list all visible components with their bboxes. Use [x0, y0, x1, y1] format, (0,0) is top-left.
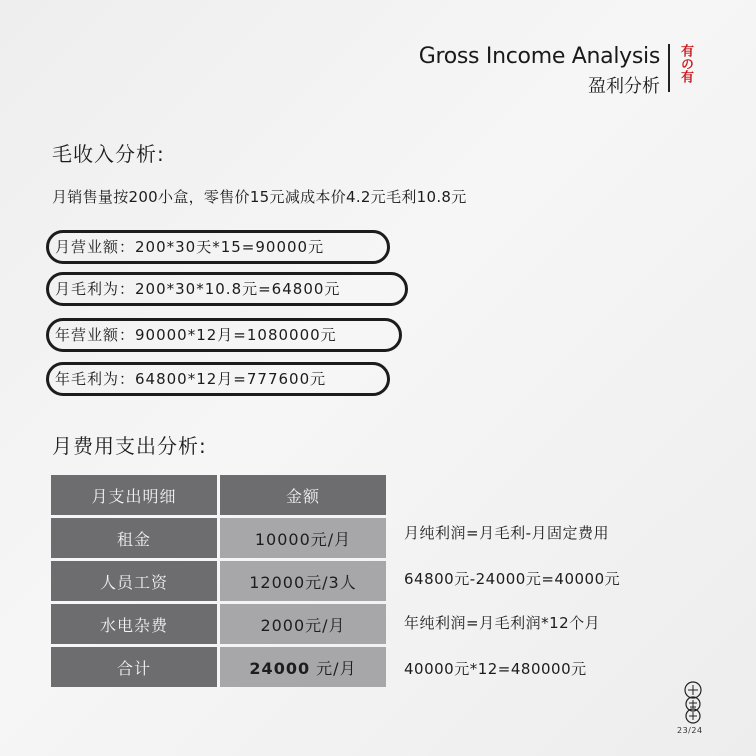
total-unit: 元/月 [310, 658, 357, 678]
table-total-amount [220, 647, 386, 687]
annual-net-profit-calculation: 40000元*12=480000元 [404, 660, 587, 678]
table-header-row [51, 475, 386, 515]
table-row [51, 518, 386, 558]
annual-gross-profit-pill: 年毛利为：64800*12月=777600元 [46, 362, 390, 396]
expenses-heading: 月费用支出分析: [52, 434, 207, 458]
total-number: 24000 [249, 658, 311, 678]
table-total-row [51, 647, 386, 687]
table-cell-item: 水电杂费 [51, 604, 217, 644]
annual-net-profit-formula: 年纯利润=月毛利润*12个月 [404, 614, 601, 632]
table-cell-amount: 10000元/月 [220, 518, 386, 558]
page-number: 23/24 [677, 726, 703, 735]
table-cell-item: 租金 [51, 518, 217, 558]
table-cell-amount: 12000元/3人 [220, 561, 386, 601]
table-row [51, 604, 386, 644]
sales-assumption-text: 月销售量按200小盒，零售价15元减成本价4.2元毛利10.8元 [52, 188, 467, 206]
table-cell-amount: 2000元/月 [220, 604, 386, 644]
table-row [51, 561, 386, 601]
gross-income-heading: 毛收入分析: [52, 142, 165, 166]
stamp-logo-icon [676, 680, 710, 724]
table-header-cell: 金额 [220, 475, 386, 515]
table-header-cell: 月支出明细 [51, 475, 217, 515]
table-total-label: 合计 [51, 647, 217, 687]
header-divider [668, 44, 670, 92]
monthly-revenue-pill: 月营业额：200*30天*15=90000元 [46, 230, 390, 264]
net-profit-formula: 月纯利润=月毛利-月固定费用 [404, 524, 609, 542]
brand-seal-logo: 有の有 [678, 44, 693, 83]
net-profit-calculation: 64800元-24000元=40000元 [404, 570, 621, 588]
page-title: Gross Income Analysis [418, 44, 660, 69]
annual-revenue-pill: 年营业额：90000*12月=1080000元 [46, 318, 402, 352]
table-cell-item: 人员工资 [51, 561, 217, 601]
page-subtitle: 盈利分析 [588, 76, 660, 97]
monthly-gross-profit-pill: 月毛利为：200*30*10.8元=64800元 [46, 272, 408, 306]
expense-table [48, 472, 389, 690]
